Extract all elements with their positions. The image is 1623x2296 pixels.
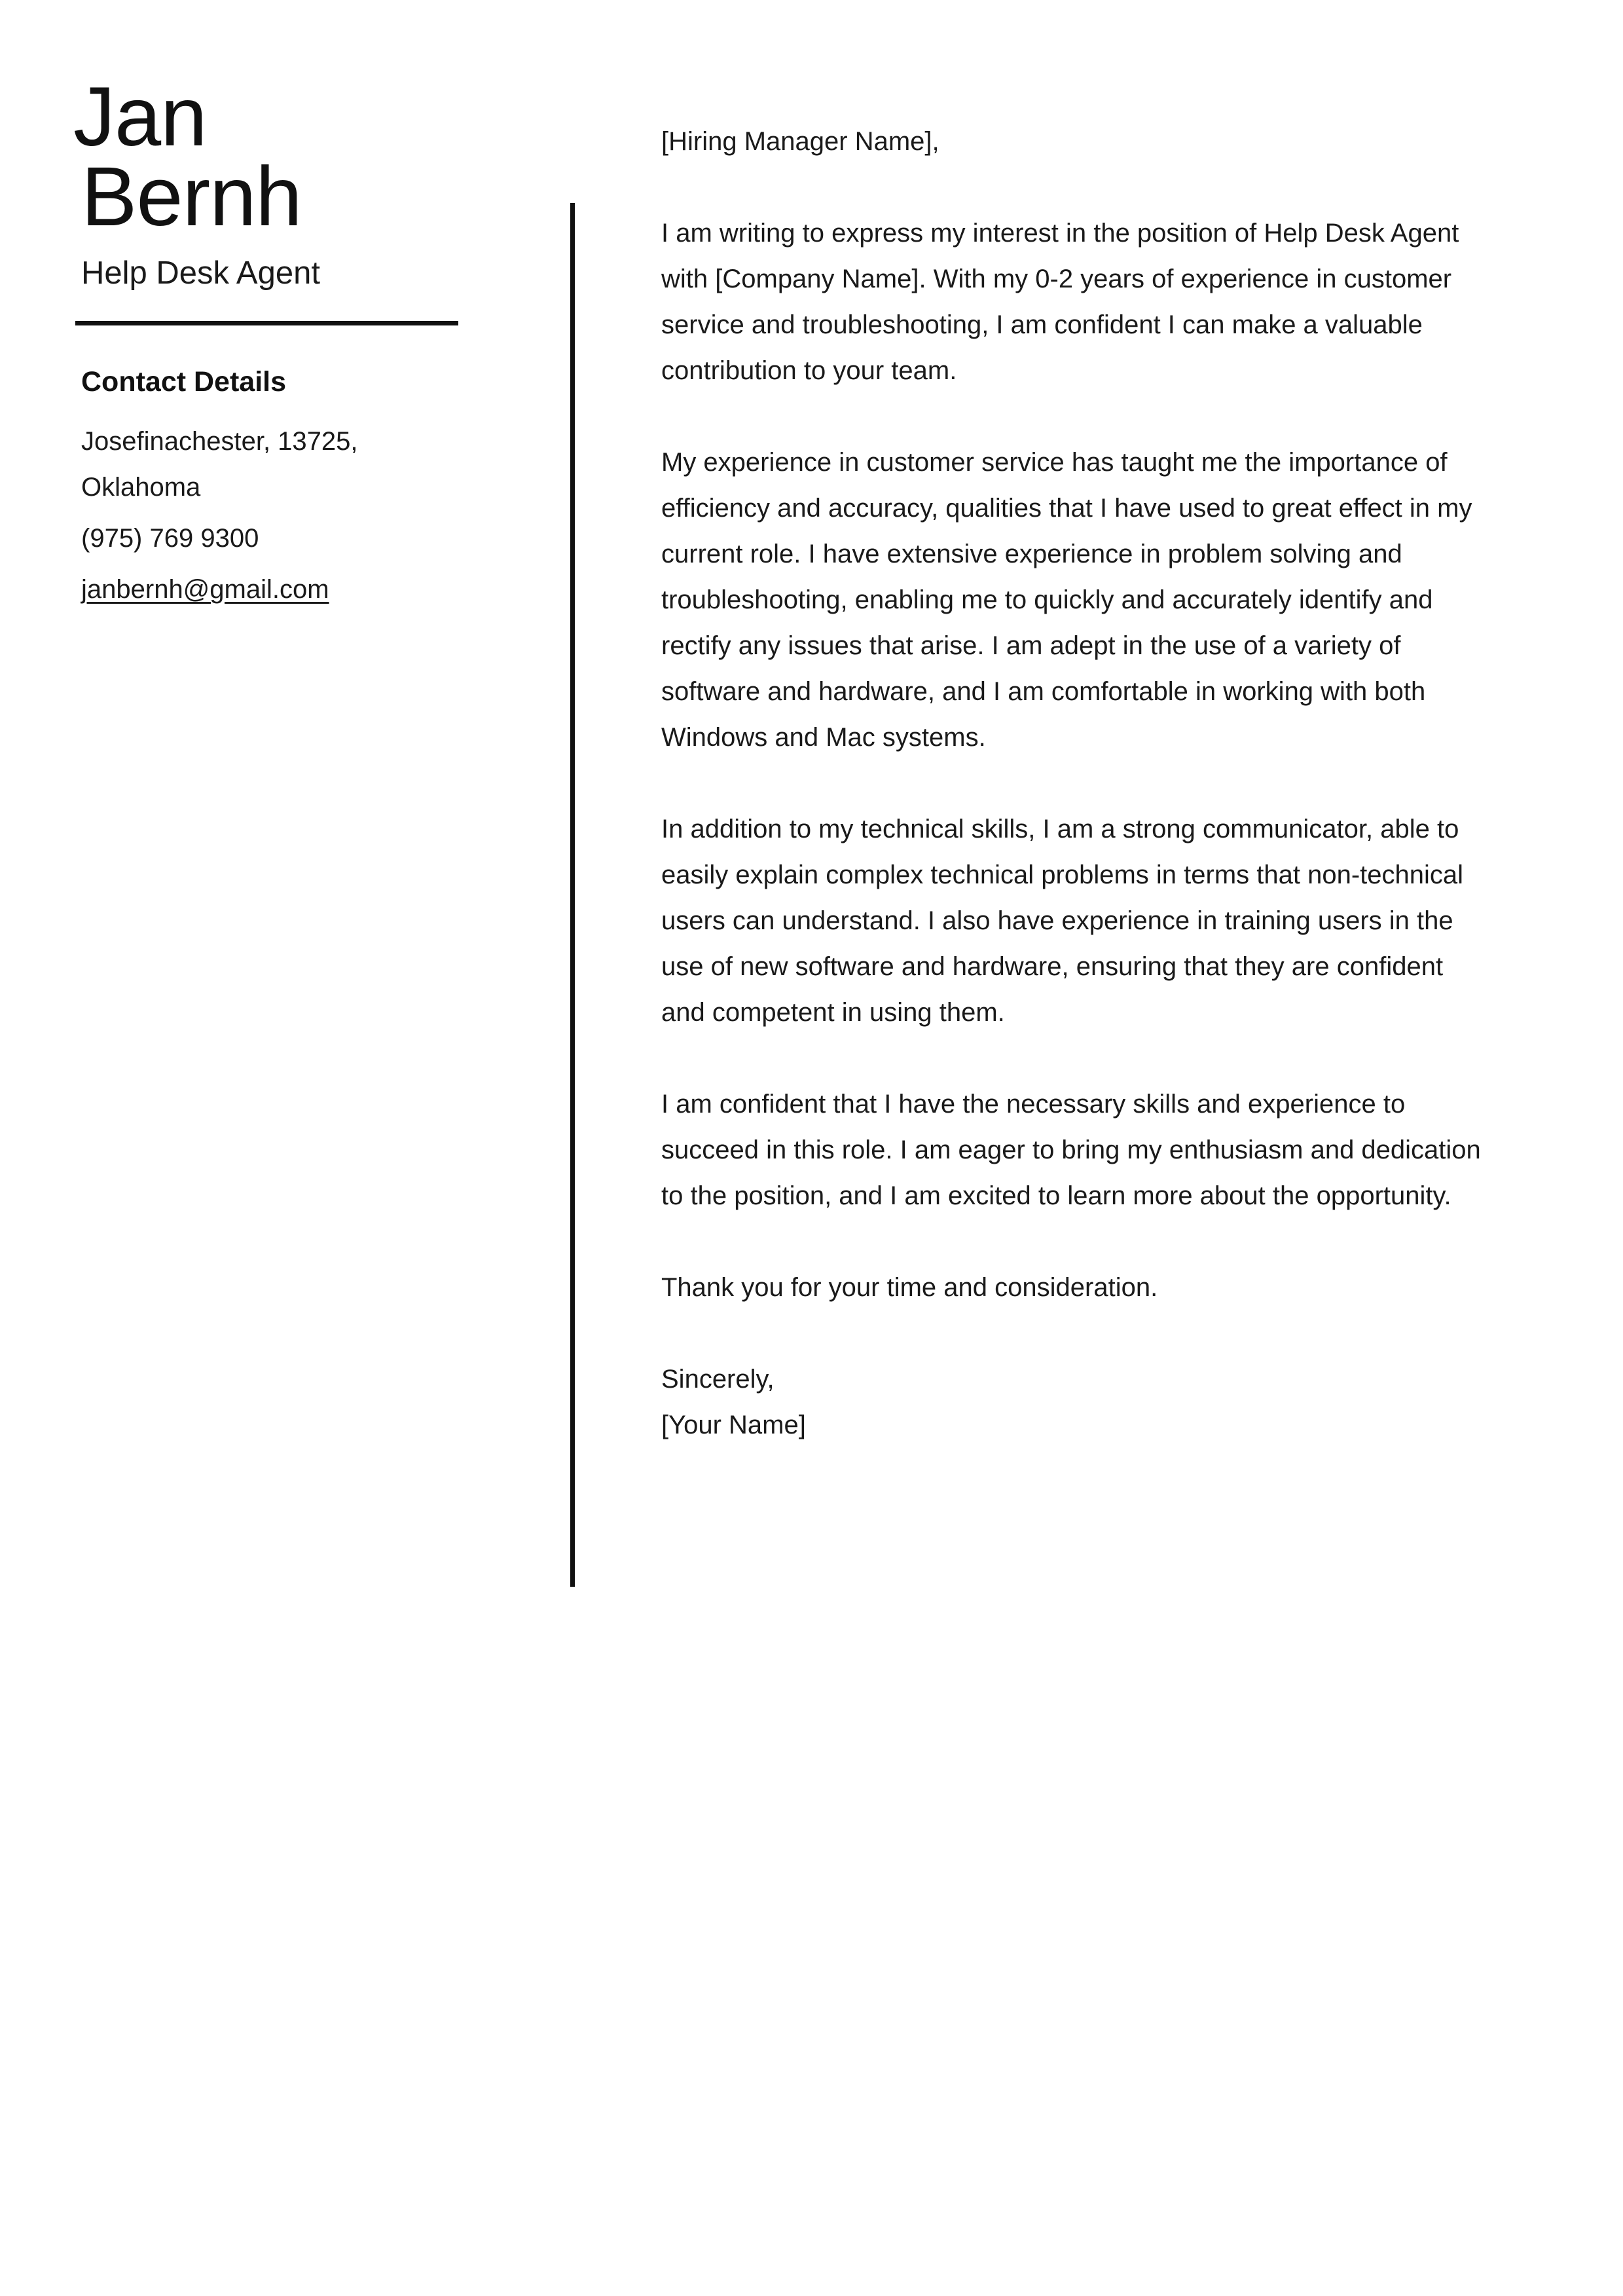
contact-details-list (81, 418, 479, 612)
letter-body (661, 119, 1487, 1448)
sidebar (73, 0, 479, 612)
name-block (73, 70, 479, 244)
letter-paragraph: Thank you for your time and consideration. (661, 1273, 1158, 1302)
salutation: [Hiring Manager Name], (661, 127, 939, 156)
contact-phone: (975) 769 9300 (81, 524, 259, 553)
letter-paragraph: In addition to my technical skills, I am a strong communicator, able to easily explain complex technical problems in terms that non-technical users can understand. I also have experience in training users in the use of new software and hardware, ensuring that they are confident and competent in using them. (661, 815, 1464, 1027)
letter-paragraph: I am writing to express my interest in the position of Help Desk Agent with [Company Name]. With my 0-2 years of experience in customer service and troubleshooting, I am confident I can make a valuable contribution to your team. (661, 219, 1459, 385)
vertical-divider (570, 203, 575, 1587)
signoff-block (661, 1356, 1487, 1448)
job-title: Help Desk Agent (81, 255, 320, 291)
contact-email-link[interactable]: janbernh@gmail.com (81, 575, 329, 604)
first-name: Jan (73, 70, 207, 164)
letter-paragraph: My experience in customer service has taught me the importance of efficiency and accuracy, qualities that I have used to great effect in my current role. I have extensive experience in problem solving and troubleshooting, enabling me to quickly and accurately identify and rectify any issues that arise. I am adept in the use of a variety of software and hardware, and I am comfortable in working with both Windows and Mac systems. (661, 448, 1472, 752)
signature-line: [Your Name] (661, 1411, 806, 1439)
contact-details-heading: Contact Details (81, 366, 287, 398)
last-name: Bernh (81, 150, 302, 244)
closing-line: Sincerely, (661, 1365, 775, 1394)
letter-paragraph: I am confident that I have the necessary skills and experience to succeed in this role. I am eager to bring my enthusiasm and dedication to the position, and I am excited to learn more about the opportunity. (661, 1090, 1481, 1210)
contact-address: Josefinachester, 13725, Oklahoma (81, 427, 358, 502)
header-divider-rule (75, 321, 458, 325)
